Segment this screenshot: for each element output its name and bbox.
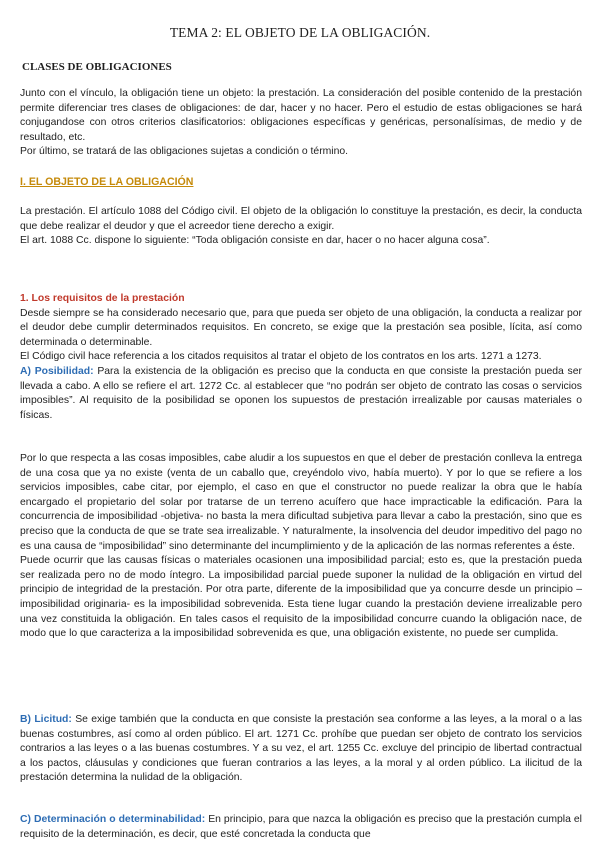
licitud-paragraph — [20, 713, 582, 786]
determinacion-label: C) Determinación o determinabilidad: — [20, 814, 206, 825]
requisitos-text-2: El Código civil hace referencia a los citados requisitos al tratar el objeto de los contratos en los arts. 1271 a 1273. — [20, 351, 542, 363]
requisitos-heading: 1. Los requisitos de la prestación — [20, 293, 185, 304]
posibilidad-label: A) Posibilidad: — [20, 365, 94, 377]
intro-text-1: Junto con el vínculo, la obligación tiene un objeto: la prestación. La consideración del posible contenido de la prestación permite diferenciar tres clases de obligaciones: de dar, hacer y no hacer. Pero el estudio de estas obligaciones se hará conjugandose con otros criterios clasificatorios: obligaciones específicas y genéricas, personalísimas, de medio y de resultado, etc. — [20, 88, 582, 143]
section-link-objeto[interactable]: I. EL OBJETO DE LA OBLIGACIÓN — [20, 176, 194, 188]
prestacion-text-1: La prestación. El artículo 1088 del Código civil. El objeto de la obligación lo constituye la prestación, es decir, la conducta que debe realizar el deudor y que el acreedor tiene derecho a exigir. — [20, 206, 582, 232]
requisitos-section — [20, 292, 582, 423]
document-title: TEMA 2: EL OBJETO DE LA OBLIGACIÓN. — [169, 25, 431, 40]
determinacion-paragraph — [20, 813, 582, 842]
imposibles-text-1: Por lo que respecta a las cosas imposibles, cabe aludir a los supuestos en que el deber de prestación conlleva la entrega de una cosa que ya no existe (venta de un caballo que, creyéndolo vivo, había muerto). Y por lo que se refiere a los servicios imposibles, cabe citar, por ejemplo, el caso en que el constructor no puede realizar la obra que le había encargado el propietario del solar por tratarse de un terreno acuífero que hace impracticable la edificación. Para la concurrencia de imposibilidad -objetiva- no basta la mera dificultad subjetiva para llevar a cabo la prestación, sino que es preciso que la conducta de que se trate sea irrealizable. Y naturalmente, la insolvencia del deudor impeditivo del pago no es una causa de “imposibilidad” sino determinante del incumplimiento y de la aplicación de las normas referentes a éste. — [20, 453, 582, 552]
licitud-label: B) Licitud: — [20, 714, 72, 725]
prestacion-paragraph — [20, 205, 582, 249]
determinacion-text: En principio, para que nazca la obligación es preciso que la prestación cumpla el requisito de la determinación, es decir, que esté concretada la conducta que — [20, 814, 582, 840]
posibilidad-paragraph — [20, 365, 582, 423]
classes-heading: CLASES DE OBLIGACIONES — [22, 61, 172, 73]
licitud-text: Se exige también que la conducta en que consiste la prestación sea conforme a las leyes, a la moral o a las buenas costumbres, así como al orden público. El art. 1271 Cc. prohíbe que puedan ser objeto de contrato los servicios contrarios a las leyes o a las buenas costumbres. Y a su vez, el art. 1255 Cc. excluye del principio de libertad contractual a los pactos, cláusulas y condiciones que fueran contrarios a las leyes, a la moral y al orden público. La ilicitud de la prestación determina la nulidad de la obligación. — [20, 714, 582, 784]
imposibles-text-2: Puede ocurrir que las causas físicas o materiales ocasionen una imposibilidad parcial; esto es, que la prestación pueda ser realizada pero no de modo íntegro. La imposibilidad parcial puede suponer la nulidad de la obligación en virtud del principio de integridad de la prestación. Por otra parte, diferente de la imposibilidad que ya concurre desde un principio – imposibilidad originaria- es la imposibilidad sobrevenida. Esta tiene lugar cuando la prestación deviene irrealizable pero una vez constituida la obligación. En tales casos el requisito de la imposibilidad concurre cuando la obligación nace, de modo que lo que caracteriza a la imposibilidad sobrevenida es que, una obligación existente, no puede ser cumplida. — [20, 555, 582, 640]
imposibles-section — [20, 452, 582, 642]
prestacion-text-2: El art. 1088 Cc. dispone lo siguiente: “Toda obligación consiste en dar, hacer o no hacer alguna cosa”. — [20, 235, 490, 247]
posibilidad-text: Para la existencia de la obligación es preciso que la conducta en que consiste la prestación pueda ser llevada a cabo. A ello se refiere el art. 1272 Cc. al establecer que “no podrán ser objeto de contrato las cosas o servicios imposibles”. Al requisito de la posibilidad se oponen los supuestos de prestación irrealizable por causas materiales o físicas. — [20, 365, 582, 421]
intro-paragraph — [20, 87, 582, 160]
intro-text-2: Por último, se tratará de las obligaciones sujetas a condición o término. — [20, 146, 349, 158]
requisitos-text-1: Desde siempre se ha considerado necesario que, para que pueda ser objeto de una obligación, la conducta a realizar por el deudor debe cumplir determinados requisitos. En concreto, se exige que la prestación sea posible, lícita, así como determinada o determinable. — [20, 307, 582, 348]
